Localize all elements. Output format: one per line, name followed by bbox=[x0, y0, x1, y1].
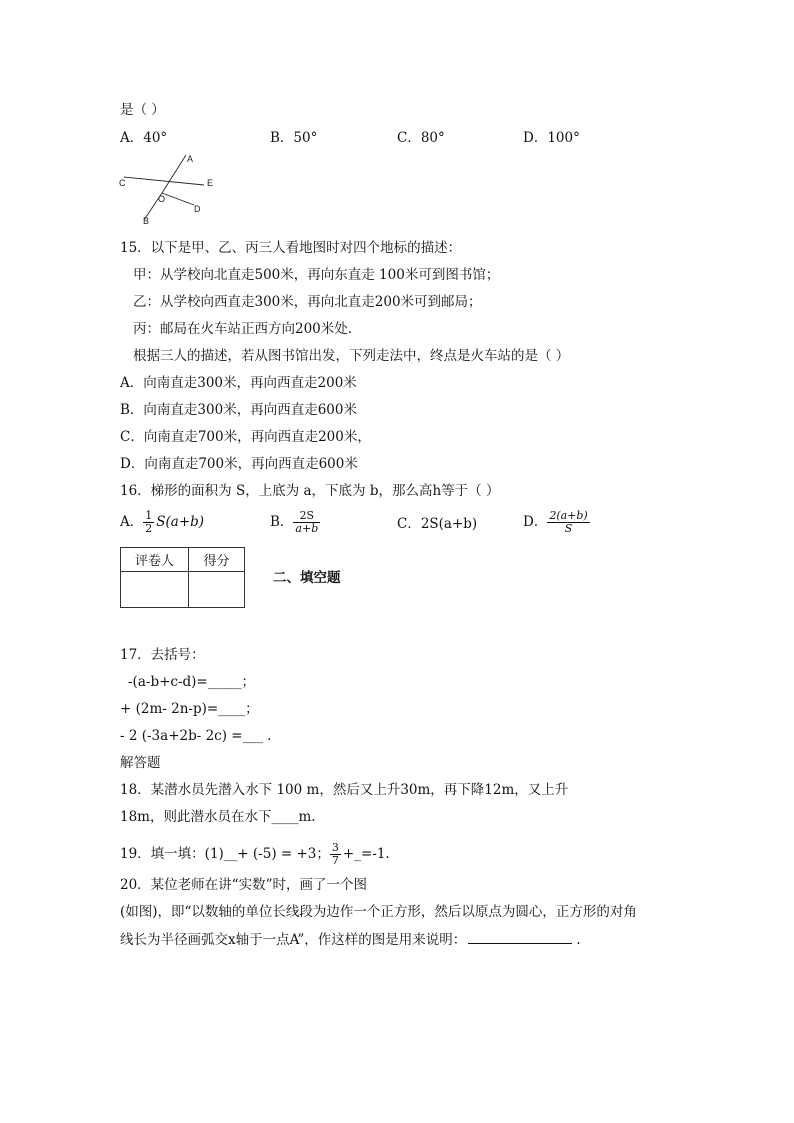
q19-part1: 19．填一填：(1)__+ (-5) = +3； bbox=[120, 846, 330, 862]
q14-angle-figure bbox=[116, 150, 226, 228]
label-c: C bbox=[119, 178, 126, 188]
q16-d-fraction: $\frac{2(a+b)}{S}$ bbox=[549, 509, 588, 535]
q14-option-d: D．100° bbox=[523, 130, 580, 146]
q20-answer-blank[interactable] bbox=[468, 931, 572, 944]
q19 bbox=[120, 842, 390, 867]
q16-stem: 16．梯形的面积为 S，上底为 a，下底为 b，那么高h等于（ ） bbox=[120, 483, 500, 499]
q16-b-label: B． bbox=[270, 514, 294, 530]
q19-fraction: $\frac{3}{7}$ bbox=[331, 841, 339, 867]
q14-option-b: B．50° bbox=[270, 130, 318, 146]
q17-line3: - 2 (-3a+2b- 2c) =___ . bbox=[120, 728, 272, 744]
q16-option-c: C．2S(a+b) bbox=[397, 516, 478, 532]
q15-option-a: A．向南直走300米，再向西直走200米 bbox=[120, 375, 357, 391]
label-d: D bbox=[194, 204, 201, 214]
q17-line2: + (2m- 2n-p)=____； bbox=[120, 701, 259, 717]
q14-option-a: A．40° bbox=[120, 130, 168, 146]
q15-option-d: D．向南直走700米，再向西直走600米 bbox=[120, 456, 358, 472]
q20-line2: (如图)，即“以数轴的单位长线段为边作一个正方形，然后以原点为圆心，正方形的对角 bbox=[120, 904, 637, 920]
q16-option-a bbox=[120, 510, 204, 535]
q20-line3-text: 线长为半径画弧交x轴于一点A”，作这样的图是用来说明： bbox=[120, 932, 467, 948]
q15-yi: 乙：从学校向西直走300米，再向北直走200米可到邮局； bbox=[133, 294, 482, 310]
q17-stem: 17．去括号： bbox=[120, 647, 205, 663]
label-e: E bbox=[207, 178, 214, 188]
q15-option-b: B．向南直走300米，再向西直走600米 bbox=[120, 402, 357, 418]
q20-line1: 20．某位老师在讲“实数”时，画了一个图 bbox=[120, 877, 367, 893]
q15-stem: 15．以下是甲、乙、丙三人看地图时对四个地标的描述： bbox=[120, 240, 462, 256]
score-table-header-score: 得分 bbox=[189, 548, 245, 572]
q16-a-expr: S(a+b) bbox=[156, 514, 205, 530]
q16-option-b bbox=[270, 510, 322, 535]
q15-bing: 丙：邮局在火车站正西方向200米处. bbox=[133, 321, 353, 337]
label-b: B bbox=[143, 216, 150, 226]
q18-line2: 18m，则此潜水员在水下____m. bbox=[120, 809, 316, 825]
q16-d-label: D． bbox=[523, 514, 548, 530]
ray-od bbox=[162, 193, 194, 205]
ray-oa bbox=[162, 155, 186, 193]
q14-option-c: C．80° bbox=[397, 130, 445, 146]
q16-a-fraction: $\frac{1}{2}$ bbox=[145, 509, 153, 535]
label-o: O bbox=[158, 194, 166, 204]
q15-question: 根据三人的描述，若从图书馆出发，下列走法中，终点是火车站的是（ ） bbox=[133, 348, 570, 364]
score-table-grader-cell[interactable] bbox=[121, 572, 189, 608]
q14-stem-tail: 是（ ） bbox=[120, 102, 165, 118]
q17-line1: -(a-b+c-d)=_____； bbox=[128, 674, 255, 690]
q19-part2: +_=-1. bbox=[342, 846, 390, 862]
q16-b-fraction: $\frac{2S}{a+b}$ bbox=[295, 509, 319, 535]
line-ce bbox=[124, 177, 204, 185]
score-table-score-cell[interactable] bbox=[189, 572, 245, 608]
q16-a-label: A． bbox=[120, 514, 144, 530]
q20-end-period: . bbox=[576, 932, 581, 948]
section-answer-questions: 解答题 bbox=[120, 755, 161, 771]
q20-line3 bbox=[120, 931, 581, 948]
label-a: A bbox=[187, 154, 194, 164]
section-title-fill-in: 二、填空题 bbox=[273, 570, 341, 586]
q15-option-c: C．向南直走700米，再向西直走200米， bbox=[120, 429, 371, 445]
q16-option-d bbox=[523, 510, 592, 535]
q15-jia: 甲：从学校向北直走500米，再向东直走 100米可到图书馆； bbox=[133, 267, 500, 283]
score-table-header-grader: 评卷人 bbox=[121, 548, 189, 572]
score-table bbox=[120, 547, 245, 608]
q18-line1: 18．某潜水员先潜入水下 100 m，然后又上升30m，再下降12m，又上升 bbox=[120, 782, 569, 798]
